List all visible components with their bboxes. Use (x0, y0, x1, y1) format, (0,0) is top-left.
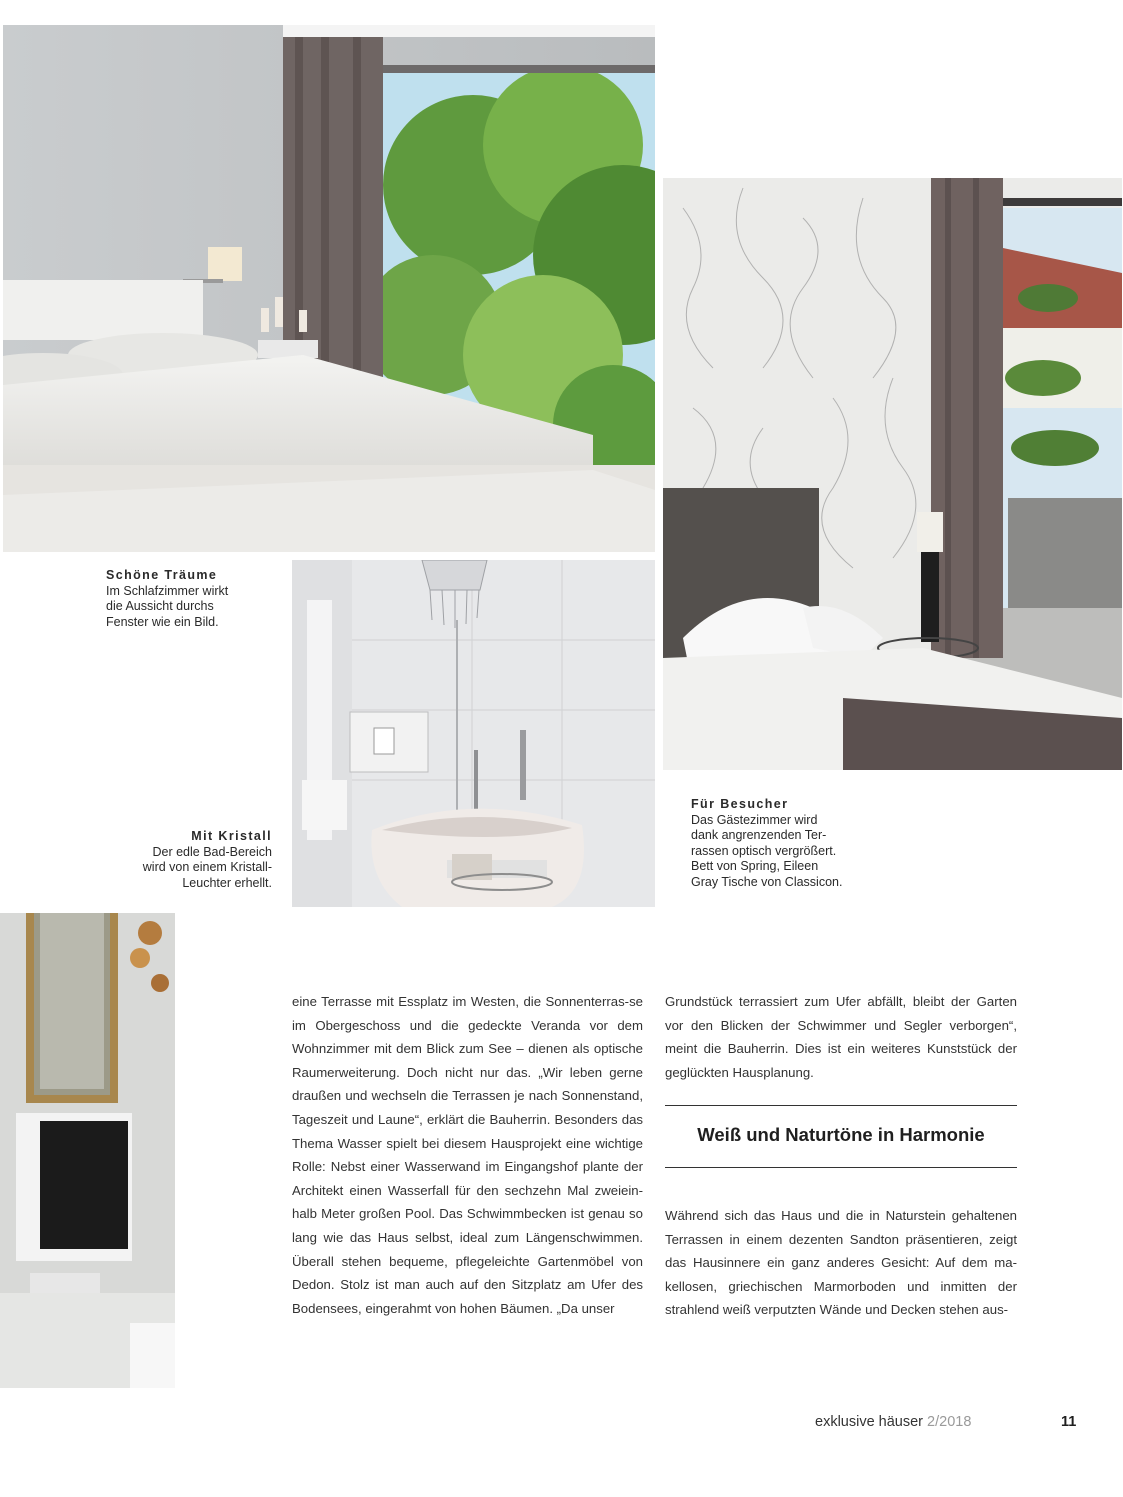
article-column-2-bottom (665, 1204, 1017, 1322)
section-heading: Weiß und Naturtöne in Harmonie (697, 1124, 985, 1145)
bathroom-photo (292, 560, 655, 907)
issue-number: 2/2018 (927, 1414, 972, 1430)
caption-bath-title: Mit Kristall (191, 829, 272, 843)
caption-bath (86, 829, 272, 891)
bedroom-photo (3, 25, 655, 552)
guest-room-photo (663, 178, 1122, 770)
caption-bath-text: Der edle Bad-Bereich wird von einem Kristall- Leuchter erhellt. (142, 844, 272, 890)
article-column-2-top (665, 990, 1017, 1084)
article-col2-bottom-text: Während sich das Haus und die in Naturstein gehaltenen Terrassen in einem dezenten Sandton präsentieren, zeigt das Hausinnere ein ganz anderes Gesicht: Auf dem ma-kellosen, griechischen Marmorboden und inmitten der strahlend weiß verputzten Wände und Decken stehen aus- (665, 1208, 1017, 1318)
caption-bedroom-title: Schöne Träume (106, 568, 218, 582)
mirror-wall-photo (0, 913, 175, 1388)
caption-bedroom-text: Im Schlafzimmer wirkt die Aussicht durchs Fenster wie ein Bild. (106, 583, 229, 629)
article-col1-text: eine Terrasse mit Essplatz im Westen, die Sonnenterras-se im Obergeschoss und die gedeckte Veranda vor dem Wohnzimmer mit dem Blick zum See – dienen als optische Raumerweiterung. Doch nicht nur das. „Wir leben gerne draußen und wechseln die Terrassen je nach Sonnenstand, Tageszeit und Laune“, erklärt die Bauherrin. Besonders das Thema Wasser spielt bei diesem Hausprojekt eine wichtige Rolle: Nebst einer Wasserwand im Eingangshof plante der Architekt einen Wasserfall für den sechzehn Mal zweiein-halb Meter großen Pool. Das Schwimmbecken ist genau so lang wie das Haus selbst, ideal zum Längenschwimmen. Überall stehen bequeme, pflegeleichte Gartenmöbel von Dedon. Stolz ist man auch auf den Sitzplatz am Ufer des Bodensees, eingerahmt von hohen Bäumen. „Da unser (292, 994, 643, 1316)
caption-guest (691, 797, 911, 890)
article-col2-top-text: Grundstück terrassiert zum Ufer abfällt, bleibt der Garten vor den Blicken der Schwimmer und Segler verborgen“, meint die Bauherrin. Dies ist ein weiteres Kunststück der geglückten Hausplanung. (665, 994, 1017, 1080)
caption-guest-text: Das Gästezimmer wird dank angrenzenden Ter- rassen optisch vergrößert. Bett von Spring, Eileen Gray Tische von Classicon. (691, 812, 843, 889)
page-number: 11 (1061, 1414, 1077, 1430)
caption-bedroom (106, 568, 286, 630)
heading-rule-bottom (665, 1167, 1017, 1168)
caption-guest-title: Für Besucher (691, 797, 789, 811)
article-column-1 (292, 990, 643, 1320)
heading-rule-top (665, 1105, 1017, 1106)
footer-magazine (815, 1414, 971, 1430)
magazine-name: exklusive häuser (815, 1414, 923, 1430)
